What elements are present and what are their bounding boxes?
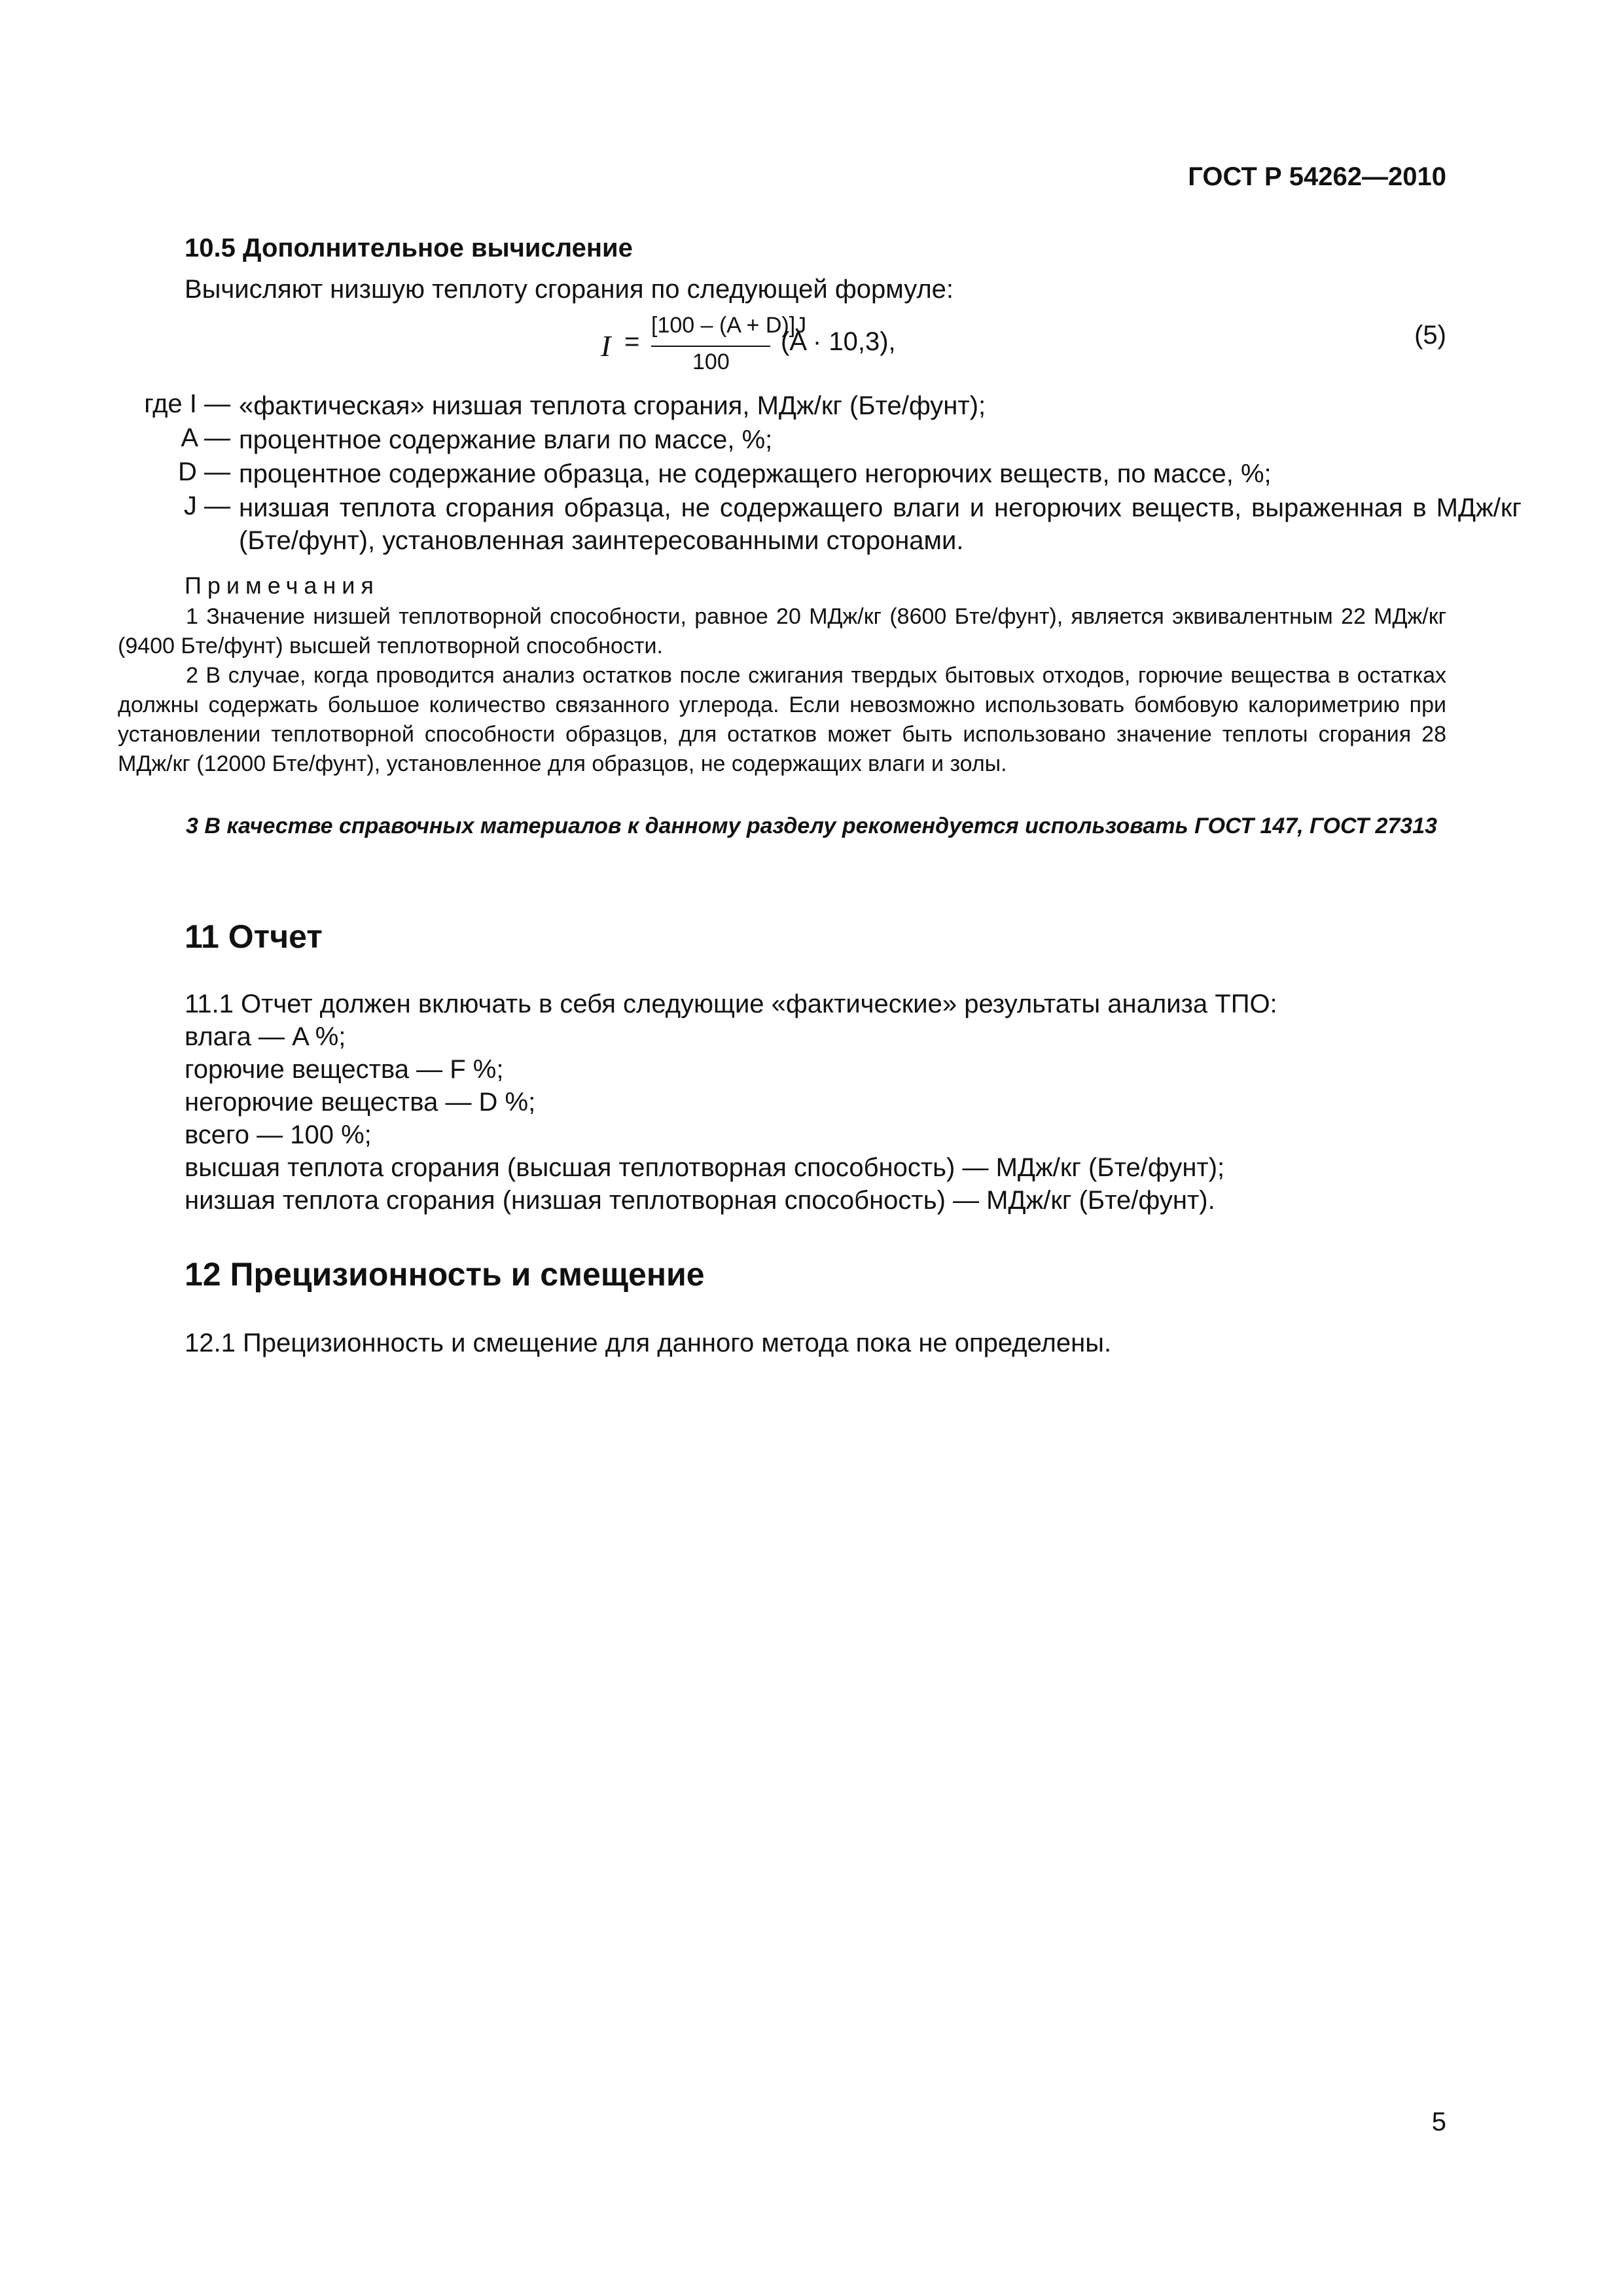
report-line: горючие вещества — F %; — [185, 1055, 504, 1084]
formula-denominator: 100 — [692, 350, 730, 374]
report-line: негорючие вещества — D %; — [185, 1088, 536, 1117]
notes-title: Примечания — [185, 572, 380, 599]
equation-number: (5) — [1414, 321, 1446, 350]
fraction-bar — [651, 346, 770, 347]
definition-text: «фактическая» низшая теплота сгорания, МДж/кг (Бте/фунт); — [239, 391, 986, 420]
definition-symbol: A — — [181, 423, 230, 452]
definition-text: процентное содержание образца, не содержащего негорючих веществ, по массе, %; — [239, 459, 1272, 488]
report-line: высшая теплота сгорания (высшая теплотворная способность) — МДж/кг (Бте/фунт); — [185, 1153, 1225, 1182]
formula-intro-text: Вычисляют низшую теплоту сгорания по следующей формуле: — [185, 275, 954, 304]
definition-symbol: D — — [178, 457, 230, 486]
report-line: всего — 100 %; — [185, 1121, 372, 1149]
section-11-heading: 11 Отчет — [185, 918, 323, 955]
section-12-text: 12.1 Прецизионность и смещение для данного метода пока не определены. — [185, 1329, 1112, 1357]
formula-numerator: [100 – (A + D)]J — [651, 313, 807, 338]
note-3: 3 В качестве справочных материалов к данному разделу рекомендуется использовать ГОСТ 147, ГОСТ 27313 — [186, 814, 1438, 838]
section-10-5-heading: 10.5 Дополнительное вычисление — [185, 234, 633, 262]
section-12-heading: 12 Прецизионность и смещение — [185, 1256, 705, 1293]
formula-rhs: (A · 10,3), — [781, 327, 896, 356]
definition-text: процентное содержание влаги по массе, %; — [239, 425, 773, 454]
page-number: 5 — [1431, 2108, 1446, 2136]
report-line: низшая теплота сгорания (низшая теплотворная способность) — МДж/кг (Бте/фунт). — [185, 1186, 1215, 1215]
formula-lhs: I — [601, 329, 611, 363]
report-line: 11.1 Отчет должен включать в себя следующие «фактические» результаты анализа ТПО: — [185, 990, 1277, 1018]
formula-equals: = — [624, 327, 640, 356]
formula-5 — [601, 313, 993, 385]
definition-symbol: J — — [183, 492, 230, 520]
definition-symbol: где I — — [144, 389, 230, 418]
note-2: 2 В случае, когда проводится анализ остатков после сжигания твердых бытовых отходов, горючие вещества в остатках должны содержать большое количество связанного углерода. Если невозможно использовать бомбовую калориметрию при установлении теплотворной способности образцов, для остатков может быть использовано значение теплоты сгорания 28 МДж/кг (12000 Бте/фунт), установленное для образцов, не содержащих влаги и золы. — [118, 663, 1446, 776]
note-1: 1 Значение низшей теплотворной способности, равное 20 МДж/кг (8600 Бте/фунт), является эквивалентным 22 МДж/кг (9400 Бте/фунт) высшей теплотворной способности. — [118, 604, 1446, 658]
definition-text: низшая теплота сгорания образца, не содержащего влаги и негорючих веществ, выраженная в МДж/кг (Бте/фунт), установленная заинтересованными сторонами. — [239, 493, 1522, 555]
document-code-header: ГОСТ Р 54262—2010 — [1188, 162, 1446, 191]
report-line: влага — A %; — [185, 1022, 346, 1051]
